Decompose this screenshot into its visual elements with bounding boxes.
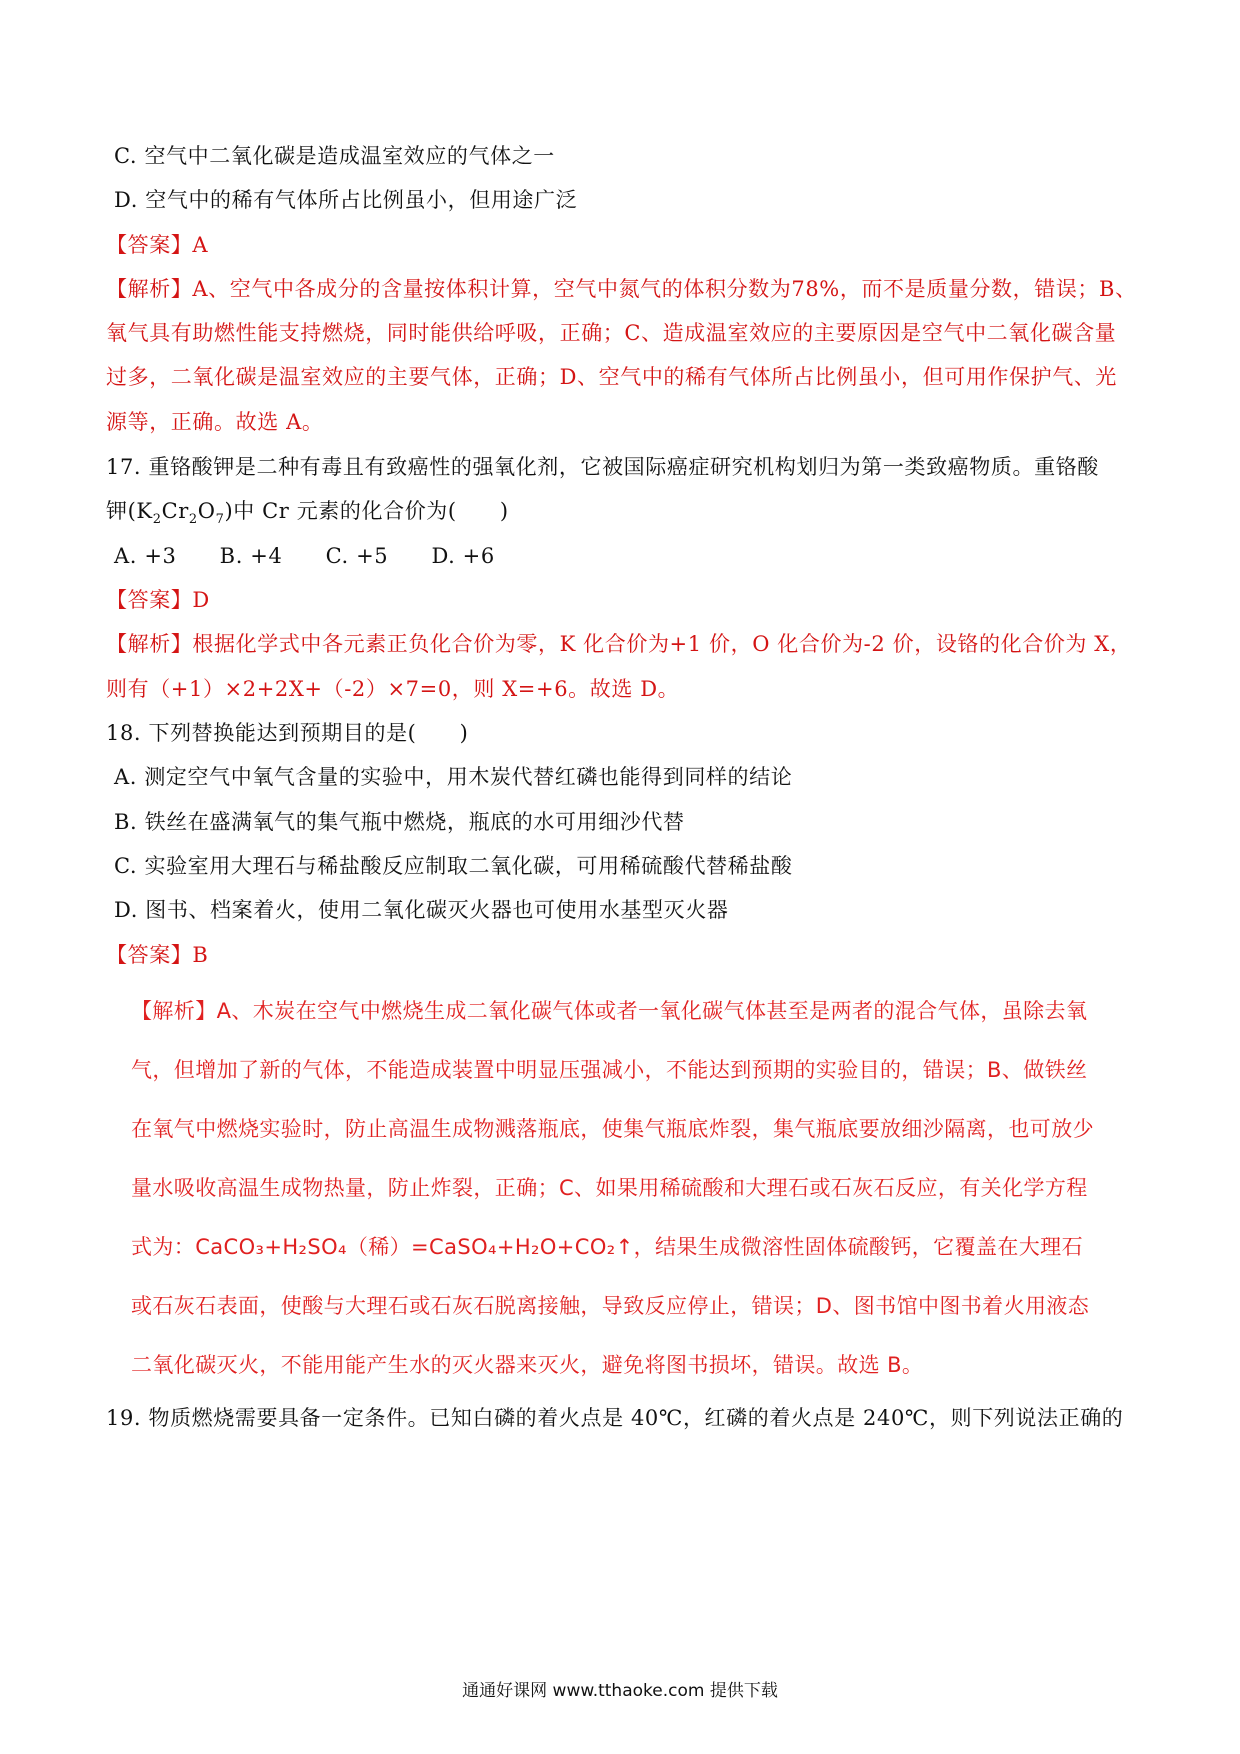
- q18-analysis-line: 气，但增加了新的气体，不能造成装置中明显压强减小，不能达到预期的实验目的，错误；B、做铁丝: [131, 1058, 1088, 1082]
- q17-analysis-line: 则有（+1）×2+2X+（-2）×7=0，则 X=+6。故选 D。: [106, 677, 680, 701]
- q18-analysis-line: 量水吸收高温生成物热量，防止炸裂，正确；C、如果用稀硫酸和大理石或石灰石反应，有关化学方程: [131, 1176, 1088, 1200]
- q16-analysis-line: 氧气具有助燃性能支持燃烧，同时能供给呼吸，正确；C、造成温室效应的主要原因是空气中二氧化碳含量: [106, 321, 1117, 345]
- q18-option-c: C. 实验室用大理石与稀盐酸反应制取二氧化碳，可用稀硫酸代替稀盐酸: [114, 854, 793, 878]
- q16-analysis-line: 源等，正确。故选 A。: [106, 410, 324, 434]
- q17-answer: 【答案】D: [106, 588, 210, 612]
- q18-option-a: A. 测定空气中氧气含量的实验中，用木炭代替红磷也能得到同样的结论: [114, 765, 793, 789]
- q18-answer: 【答案】B: [106, 943, 209, 967]
- q18-analysis-line: 在氧气中燃烧实验时，防止高温生成物溅落瓶底，使集气瓶底炸裂，集气瓶底要放细沙隔离，也可放少: [131, 1117, 1094, 1141]
- q18-analysis-line: 【解析】A、木炭在空气中燃烧生成二氧化碳气体或者一氧化碳气体甚至是两者的混合气体，虽除去氧: [131, 999, 1088, 1023]
- q18-analysis-line: 二氧化碳灭火，不能用能产生水的灭火器来灭火，避免将图书损坏，错误。故选 B。: [131, 1353, 924, 1377]
- page-footer: 通通好课网 www.tthaoke.com 提供下载: [462, 1681, 778, 1701]
- q16-answer: 【答案】A: [106, 233, 209, 257]
- q18-analysis-line: 式为：CaCO₃+H₂SO₄（稀）=CaSO₄+H₂O+CO₂↑，结果生成微溶性固体硫酸钙，它覆盖在大理石: [131, 1235, 1083, 1259]
- q18-analysis-line: 或石灰石表面，使酸与大理石或石灰石脱离接触，导致反应停止，错误；D、图书馆中图书着火用液态: [131, 1294, 1090, 1318]
- q18-stem: 18. 下列替换能达到预期目的是( ): [106, 721, 469, 745]
- q16-analysis-line: 过多，二氧化碳是温室效应的主要气体，正确；D、空气中的稀有气体所占比例虽小，但可用作保护气、光: [106, 365, 1118, 389]
- q18-option-d: D. 图书、档案着火，使用二氧化碳灭火器也可使用水基型灭火器: [114, 898, 729, 922]
- q19-stem: 19. 物质燃烧需要具备一定条件。已知白磷的着火点是 40℃，红磷的着火点是 240℃，则下列说法正确的: [106, 1406, 1124, 1430]
- q17-options: A. +3 B. +4 C. +5 D. +6: [114, 544, 495, 568]
- q18-option-b: B. 铁丝在盛满氧气的集气瓶中燃烧，瓶底的水可用细沙代替: [114, 810, 685, 834]
- q17-stem-formula-line: 钾$(K_2Cr_2O_7)$中 Cr 元素的化合价为( ): [106, 499, 509, 528]
- q16-analysis-line: 【解析】A、空气中各成分的含量按体积计算，空气中氮气的体积分数为78%，而不是质量分数，错误；B、: [106, 277, 1137, 301]
- q17-stem-line: 17. 重铬酸钾是二种有毒且有致癌性的强氧化剂，它被国际癌症研究机构划归为第一类致癌物质。重铬酸: [106, 455, 1099, 479]
- q16-option-d: D. 空气中的稀有气体所占比例虽小，但用途广泛: [114, 188, 578, 212]
- q17-analysis-line: 【解析】根据化学式中各元素正负化合价为零，K 化合价为+1 价，O 化合价为-2 价，设铬的化合价为 X，: [106, 632, 1132, 656]
- q16-option-c: C. 空气中二氧化碳是造成温室效应的气体之一: [114, 144, 555, 168]
